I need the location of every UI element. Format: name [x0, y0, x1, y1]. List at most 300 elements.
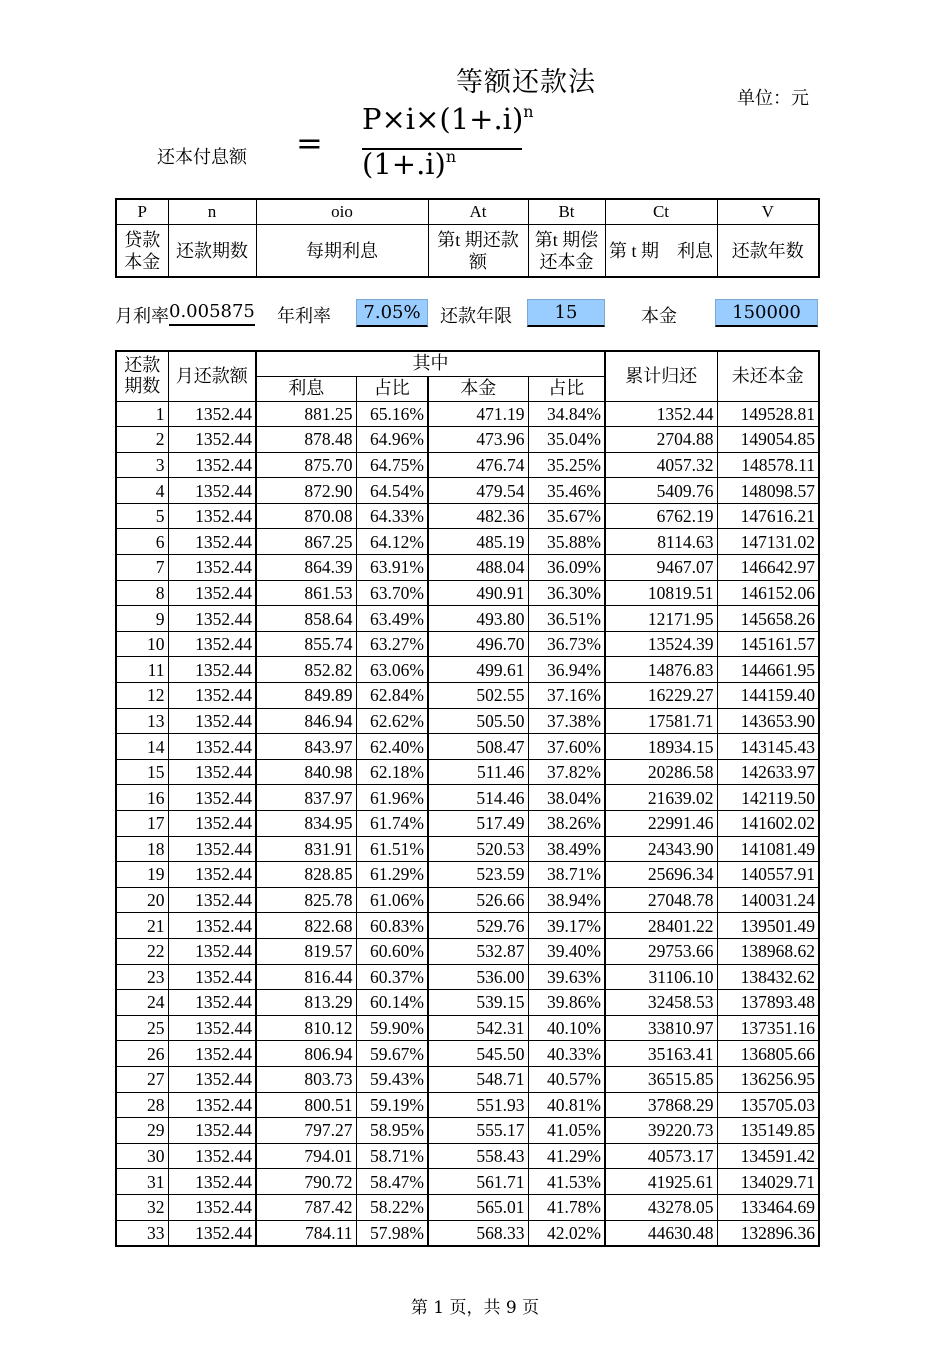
cell-cumulative: 20286.58	[605, 759, 717, 785]
cell-remaining: 147616.21	[717, 503, 819, 529]
cell-principal-ratio: 35.25%	[528, 452, 605, 478]
cell-interest-ratio: 62.18%	[356, 759, 428, 785]
cell-payment: 1352.44	[168, 452, 256, 478]
cell-period: 32	[116, 1194, 168, 1220]
cell-payment: 1352.44	[168, 580, 256, 606]
cell-interest: 837.97	[256, 785, 356, 811]
cell-principal-ratio: 38.04%	[528, 785, 605, 811]
cell-principal: 561.71	[428, 1169, 528, 1195]
cell-cumulative: 41925.61	[605, 1169, 717, 1195]
cell-interest: 825.78	[256, 887, 356, 913]
cell-period: 17	[116, 811, 168, 837]
cell-payment: 1352.44	[168, 606, 256, 632]
monthly-rate-label: 月利率	[115, 306, 169, 327]
table-row	[116, 401, 819, 427]
cell-remaining: 134029.71	[717, 1169, 819, 1195]
cell-principal: 496.70	[428, 631, 528, 657]
legend-symbol: At	[428, 199, 528, 225]
cell-remaining: 146642.97	[717, 555, 819, 581]
cell-interest: 797.27	[256, 1118, 356, 1144]
cell-period: 2	[116, 427, 168, 453]
legend-symbol: Ct	[605, 199, 717, 225]
cell-cumulative: 32458.53	[605, 990, 717, 1016]
cell-cumulative: 13524.39	[605, 631, 717, 657]
table-row	[116, 862, 819, 888]
cell-cumulative: 6762.19	[605, 503, 717, 529]
cell-interest-ratio: 59.90%	[356, 1015, 428, 1041]
cell-interest-ratio: 65.16%	[356, 401, 428, 427]
table-row	[116, 938, 819, 964]
legend-description: 第 t 期 利息	[605, 225, 717, 278]
cell-cumulative: 31106.10	[605, 964, 717, 990]
cell-principal-ratio: 37.82%	[528, 759, 605, 785]
cell-principal-ratio: 40.10%	[528, 1015, 605, 1041]
table-row	[116, 811, 819, 837]
cell-remaining: 142633.97	[717, 759, 819, 785]
unit-label: 单位：元	[737, 88, 809, 109]
table-row	[116, 1169, 819, 1195]
cell-principal-ratio: 36.30%	[528, 580, 605, 606]
cell-principal: 476.74	[428, 452, 528, 478]
cell-principal-ratio: 41.29%	[528, 1143, 605, 1169]
cell-period: 3	[116, 452, 168, 478]
table-row	[116, 734, 819, 760]
cell-principal-ratio: 40.57%	[528, 1066, 605, 1092]
table-row	[116, 452, 819, 478]
table-row	[116, 913, 819, 939]
cell-interest-ratio: 61.96%	[356, 785, 428, 811]
cell-interest-ratio: 58.47%	[356, 1169, 428, 1195]
cell-interest-ratio: 63.49%	[356, 606, 428, 632]
cell-period: 29	[116, 1118, 168, 1144]
cell-principal: 568.33	[428, 1220, 528, 1246]
cell-cumulative: 5409.76	[605, 478, 717, 504]
cell-interest: 813.29	[256, 990, 356, 1016]
cell-principal: 485.19	[428, 529, 528, 555]
cell-interest: 819.57	[256, 938, 356, 964]
cell-period: 8	[116, 580, 168, 606]
table-row	[116, 606, 819, 632]
cell-principal-ratio: 36.09%	[528, 555, 605, 581]
cell-principal: 505.50	[428, 708, 528, 734]
cell-payment: 1352.44	[168, 887, 256, 913]
cell-principal: 536.00	[428, 964, 528, 990]
cell-remaining: 148578.11	[717, 452, 819, 478]
legend-description: 每期利息	[256, 225, 428, 278]
cell-principal-ratio: 39.86%	[528, 990, 605, 1016]
cell-interest: 855.74	[256, 631, 356, 657]
cell-interest: 858.64	[256, 606, 356, 632]
cell-principal: 548.71	[428, 1066, 528, 1092]
cell-payment: 1352.44	[168, 1041, 256, 1067]
header-cumulative: 累计归还	[605, 351, 717, 401]
cell-principal: 545.50	[428, 1041, 528, 1067]
cell-payment: 1352.44	[168, 478, 256, 504]
cell-interest: 787.42	[256, 1194, 356, 1220]
legend-description: 贷款本金	[116, 225, 168, 278]
cell-principal-ratio: 38.94%	[528, 887, 605, 913]
cell-period: 27	[116, 1066, 168, 1092]
cell-payment: 1352.44	[168, 913, 256, 939]
cell-payment: 1352.44	[168, 657, 256, 683]
cell-principal-ratio: 38.26%	[528, 811, 605, 837]
cell-payment: 1352.44	[168, 503, 256, 529]
cell-principal: 529.76	[428, 913, 528, 939]
cell-interest-ratio: 62.84%	[356, 683, 428, 709]
table-row	[116, 555, 819, 581]
cell-interest: 784.11	[256, 1220, 356, 1246]
cell-interest-ratio: 61.06%	[356, 887, 428, 913]
cell-payment: 1352.44	[168, 862, 256, 888]
cell-remaining: 149528.81	[717, 401, 819, 427]
cell-period: 31	[116, 1169, 168, 1195]
cell-payment: 1352.44	[168, 938, 256, 964]
cell-remaining: 146152.06	[717, 580, 819, 606]
cell-principal-ratio: 35.67%	[528, 503, 605, 529]
cell-interest-ratio: 59.19%	[356, 1092, 428, 1118]
cell-interest-ratio: 64.33%	[356, 503, 428, 529]
formula-numerator-exponent: n	[523, 102, 534, 122]
table-row	[116, 708, 819, 734]
cell-interest: 831.91	[256, 836, 356, 862]
cell-interest: 878.48	[256, 427, 356, 453]
cell-interest: 870.08	[256, 503, 356, 529]
table-row	[116, 1220, 819, 1246]
cell-principal: 511.46	[428, 759, 528, 785]
header-principal-ratio: 占比	[528, 376, 605, 401]
cell-interest: 828.85	[256, 862, 356, 888]
cell-principal: 482.36	[428, 503, 528, 529]
cell-principal: 517.49	[428, 811, 528, 837]
cell-period: 16	[116, 785, 168, 811]
cell-remaining: 144159.40	[717, 683, 819, 709]
cell-cumulative: 35163.41	[605, 1041, 717, 1067]
cell-principal: 558.43	[428, 1143, 528, 1169]
cell-principal-ratio: 41.05%	[528, 1118, 605, 1144]
cell-cumulative: 37868.29	[605, 1092, 717, 1118]
cell-principal-ratio: 38.71%	[528, 862, 605, 888]
cell-remaining: 141602.02	[717, 811, 819, 837]
cell-remaining: 148098.57	[717, 478, 819, 504]
cell-period: 6	[116, 529, 168, 555]
cell-period: 28	[116, 1092, 168, 1118]
schedule-body	[116, 401, 819, 1246]
cell-cumulative: 24343.90	[605, 836, 717, 862]
cell-principal: 551.93	[428, 1092, 528, 1118]
cell-period: 33	[116, 1220, 168, 1246]
table-row	[116, 478, 819, 504]
cell-period: 13	[116, 708, 168, 734]
cell-interest: 843.97	[256, 734, 356, 760]
header-principal: 本金	[428, 376, 528, 401]
repayment-schedule-table	[115, 350, 820, 1247]
cell-payment: 1352.44	[168, 555, 256, 581]
cell-interest: 867.25	[256, 529, 356, 555]
cell-period: 21	[116, 913, 168, 939]
cell-remaining: 141081.49	[717, 836, 819, 862]
cell-payment: 1352.44	[168, 1066, 256, 1092]
cell-cumulative: 44630.48	[605, 1220, 717, 1246]
legend-description: 第t 期还款额	[428, 225, 528, 278]
table-row	[116, 1041, 819, 1067]
cell-interest: 840.98	[256, 759, 356, 785]
cell-period: 15	[116, 759, 168, 785]
cell-remaining: 149054.85	[717, 427, 819, 453]
formula-numerator	[362, 102, 534, 136]
cell-interest: 864.39	[256, 555, 356, 581]
cell-interest-ratio: 60.14%	[356, 990, 428, 1016]
page-footer: 第 1 页，共 9 页	[410, 1298, 540, 1318]
cell-payment: 1352.44	[168, 734, 256, 760]
cell-principal-ratio: 41.53%	[528, 1169, 605, 1195]
cell-interest: 803.73	[256, 1066, 356, 1092]
header-period: 还款期数	[116, 351, 168, 401]
cell-interest-ratio: 63.70%	[356, 580, 428, 606]
term-input[interactable]: 15	[527, 299, 605, 327]
cell-period: 24	[116, 990, 168, 1016]
cell-remaining: 147131.02	[717, 529, 819, 555]
cell-cumulative: 10819.51	[605, 580, 717, 606]
cell-interest-ratio: 57.98%	[356, 1220, 428, 1246]
cell-principal-ratio: 35.88%	[528, 529, 605, 555]
table-row	[116, 1143, 819, 1169]
cell-principal-ratio: 42.02%	[528, 1220, 605, 1246]
cell-payment: 1352.44	[168, 785, 256, 811]
cell-remaining: 143653.90	[717, 708, 819, 734]
cell-interest: 846.94	[256, 708, 356, 734]
cell-remaining: 138432.62	[717, 964, 819, 990]
cell-cumulative: 36515.85	[605, 1066, 717, 1092]
table-row	[116, 427, 819, 453]
cell-payment: 1352.44	[168, 708, 256, 734]
cell-interest: 834.95	[256, 811, 356, 837]
table-row	[116, 785, 819, 811]
cell-interest-ratio: 61.29%	[356, 862, 428, 888]
cell-principal: 473.96	[428, 427, 528, 453]
table-row	[116, 580, 819, 606]
cell-remaining: 142119.50	[717, 785, 819, 811]
header-group: 其中	[256, 351, 605, 376]
cell-cumulative: 14876.83	[605, 657, 717, 683]
cell-remaining: 132896.36	[717, 1220, 819, 1246]
annual-rate-input[interactable]: 7.05%	[356, 299, 428, 327]
legend-description: 还款年数	[717, 225, 819, 278]
formula-denominator-text: (1+.i)	[362, 147, 446, 181]
principal-input[interactable]: 150000	[715, 299, 818, 327]
cell-payment: 1352.44	[168, 683, 256, 709]
formula-label: 还本付息额	[157, 147, 247, 168]
table-row	[116, 836, 819, 862]
loan-parameters	[115, 299, 818, 327]
cell-interest: 852.82	[256, 657, 356, 683]
symbol-legend-table	[115, 198, 820, 278]
cell-cumulative: 27048.78	[605, 887, 717, 913]
cell-payment: 1352.44	[168, 631, 256, 657]
cell-interest-ratio: 58.71%	[356, 1143, 428, 1169]
table-row	[116, 683, 819, 709]
cell-payment: 1352.44	[168, 990, 256, 1016]
cell-period: 19	[116, 862, 168, 888]
cell-remaining: 140031.24	[717, 887, 819, 913]
cell-period: 23	[116, 964, 168, 990]
cell-principal-ratio: 40.81%	[528, 1092, 605, 1118]
cell-interest-ratio: 59.67%	[356, 1041, 428, 1067]
cell-period: 10	[116, 631, 168, 657]
cell-cumulative: 33810.97	[605, 1015, 717, 1041]
cell-principal-ratio: 36.94%	[528, 657, 605, 683]
cell-interest-ratio: 61.74%	[356, 811, 428, 837]
cell-cumulative: 17581.71	[605, 708, 717, 734]
cell-principal: 490.91	[428, 580, 528, 606]
annual-rate-label: 年利率	[277, 306, 331, 327]
cell-period: 11	[116, 657, 168, 683]
cell-payment: 1352.44	[168, 1015, 256, 1041]
cell-period: 9	[116, 606, 168, 632]
cell-interest: 875.70	[256, 452, 356, 478]
cell-interest: 881.25	[256, 401, 356, 427]
cell-payment: 1352.44	[168, 529, 256, 555]
cell-remaining: 137351.16	[717, 1015, 819, 1041]
cell-principal-ratio: 37.60%	[528, 734, 605, 760]
cell-cumulative: 40573.17	[605, 1143, 717, 1169]
cell-period: 4	[116, 478, 168, 504]
cell-interest: 816.44	[256, 964, 356, 990]
cell-interest-ratio: 59.43%	[356, 1066, 428, 1092]
cell-principal: 526.66	[428, 887, 528, 913]
table-row	[116, 657, 819, 683]
cell-interest-ratio: 64.75%	[356, 452, 428, 478]
cell-cumulative: 28401.22	[605, 913, 717, 939]
cell-payment: 1352.44	[168, 759, 256, 785]
cell-remaining: 145161.57	[717, 631, 819, 657]
cell-cumulative: 2704.88	[605, 427, 717, 453]
table-row	[116, 1118, 819, 1144]
cell-principal: 523.59	[428, 862, 528, 888]
cell-cumulative: 25696.34	[605, 862, 717, 888]
cell-interest: 790.72	[256, 1169, 356, 1195]
cell-period: 26	[116, 1041, 168, 1067]
cell-principal-ratio: 37.38%	[528, 708, 605, 734]
cell-period: 18	[116, 836, 168, 862]
cell-interest: 806.94	[256, 1041, 356, 1067]
cell-cumulative: 16229.27	[605, 683, 717, 709]
header-interest: 利息	[256, 376, 356, 401]
cell-cumulative: 4057.32	[605, 452, 717, 478]
cell-principal: 499.61	[428, 657, 528, 683]
cell-period: 5	[116, 503, 168, 529]
cell-payment: 1352.44	[168, 1092, 256, 1118]
cell-period: 25	[116, 1015, 168, 1041]
cell-period: 12	[116, 683, 168, 709]
cell-interest-ratio: 63.91%	[356, 555, 428, 581]
cell-interest: 810.12	[256, 1015, 356, 1041]
cell-period: 22	[116, 938, 168, 964]
cell-payment: 1352.44	[168, 1194, 256, 1220]
cell-payment: 1352.44	[168, 401, 256, 427]
cell-period: 14	[116, 734, 168, 760]
cell-interest-ratio: 61.51%	[356, 836, 428, 862]
cell-principal: 488.04	[428, 555, 528, 581]
cell-interest: 822.68	[256, 913, 356, 939]
cell-interest-ratio: 62.62%	[356, 708, 428, 734]
cell-principal-ratio: 35.46%	[528, 478, 605, 504]
cell-remaining: 143145.43	[717, 734, 819, 760]
header-remaining: 未还本金	[717, 351, 819, 401]
cell-period: 20	[116, 887, 168, 913]
cell-principal-ratio: 39.40%	[528, 938, 605, 964]
cell-remaining: 140557.91	[717, 862, 819, 888]
cell-cumulative: 9467.07	[605, 555, 717, 581]
formula-denominator-exponent: n	[445, 147, 457, 167]
table-row	[116, 1066, 819, 1092]
cell-remaining: 144661.95	[717, 657, 819, 683]
legend-symbol: P	[116, 199, 168, 225]
term-label: 还款年限	[440, 306, 512, 327]
cell-cumulative: 39220.73	[605, 1118, 717, 1144]
page-title: 等额还款法	[456, 67, 596, 98]
cell-remaining: 145658.26	[717, 606, 819, 632]
legend-symbol: oio	[256, 199, 428, 225]
monthly-rate-value[interactable]: 0.005875	[169, 299, 255, 326]
cell-interest-ratio: 60.37%	[356, 964, 428, 990]
legend-description: 还款期数	[168, 225, 256, 278]
cell-principal: 532.87	[428, 938, 528, 964]
cell-cumulative: 12171.95	[605, 606, 717, 632]
cell-remaining: 138968.62	[717, 938, 819, 964]
cell-cumulative: 1352.44	[605, 401, 717, 427]
cell-payment: 1352.44	[168, 1220, 256, 1246]
principal-label: 本金	[641, 306, 677, 327]
cell-period: 30	[116, 1143, 168, 1169]
cell-remaining: 134591.42	[717, 1143, 819, 1169]
cell-principal: 514.46	[428, 785, 528, 811]
header-payment: 月还款额	[168, 351, 256, 401]
cell-interest-ratio: 58.22%	[356, 1194, 428, 1220]
cell-remaining: 136805.66	[717, 1041, 819, 1067]
cell-principal: 520.53	[428, 836, 528, 862]
table-row	[116, 1015, 819, 1041]
cell-interest-ratio: 63.06%	[356, 657, 428, 683]
cell-interest: 800.51	[256, 1092, 356, 1118]
table-row	[116, 887, 819, 913]
cell-cumulative: 43278.05	[605, 1194, 717, 1220]
table-row	[116, 1092, 819, 1118]
legend-description: 第t 期偿还本金	[528, 225, 605, 278]
cell-payment: 1352.44	[168, 427, 256, 453]
cell-interest-ratio: 60.60%	[356, 938, 428, 964]
header-interest-ratio: 占比	[356, 376, 428, 401]
cell-principal-ratio: 41.78%	[528, 1194, 605, 1220]
cell-interest: 849.89	[256, 683, 356, 709]
cell-principal-ratio: 40.33%	[528, 1041, 605, 1067]
cell-principal: 479.54	[428, 478, 528, 504]
cell-interest-ratio: 64.12%	[356, 529, 428, 555]
cell-interest: 861.53	[256, 580, 356, 606]
legend-symbol: n	[168, 199, 256, 225]
cell-principal-ratio: 35.04%	[528, 427, 605, 453]
cell-principal-ratio: 38.49%	[528, 836, 605, 862]
formula-numerator-text: P×i×(1+.i)	[362, 102, 524, 136]
cell-interest-ratio: 64.96%	[356, 427, 428, 453]
cell-cumulative: 22991.46	[605, 811, 717, 837]
cell-principal-ratio: 37.16%	[528, 683, 605, 709]
formula-denominator	[362, 147, 456, 181]
cell-principal: 502.55	[428, 683, 528, 709]
cell-interest-ratio: 63.27%	[356, 631, 428, 657]
cell-payment: 1352.44	[168, 964, 256, 990]
cell-interest-ratio: 60.83%	[356, 913, 428, 939]
cell-remaining: 136256.95	[717, 1066, 819, 1092]
